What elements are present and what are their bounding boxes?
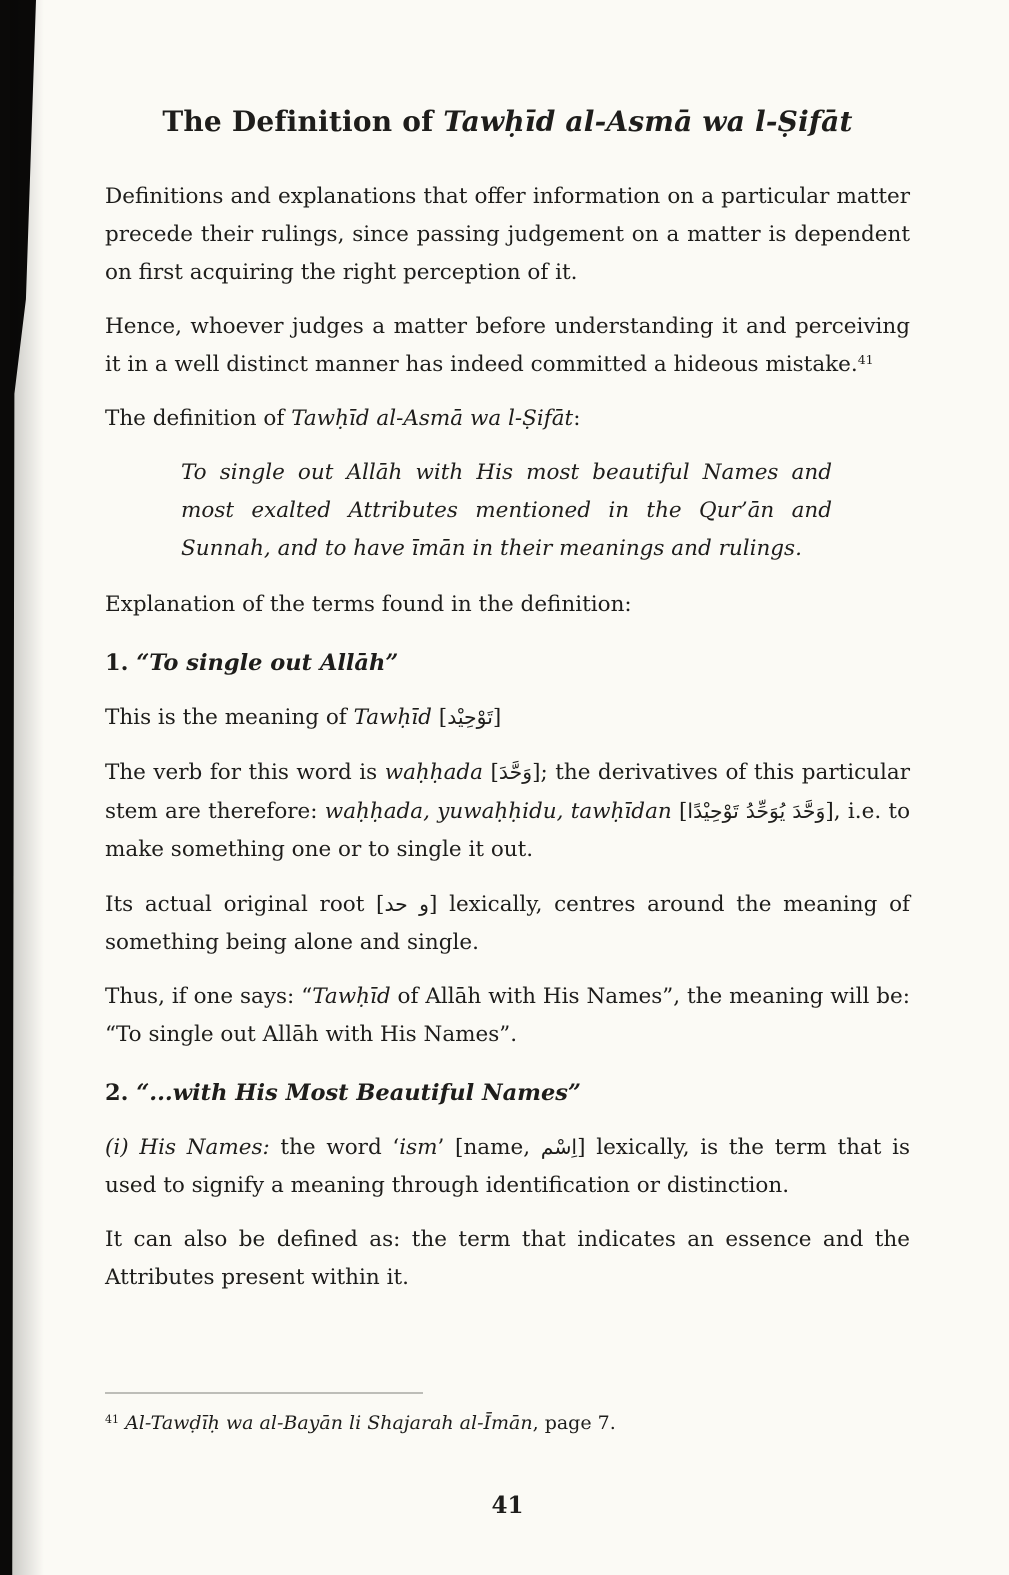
paragraph-verb-wahhada: The verb for this word is waḥḥada [وَحَّدَ]; the derivatives of this particular stem are therefore: waḥḥada, yuwaḥḥidu, tawḥīdan [وَحَّدَ يُوَحِّدُ تَوْحِيْدًا], i.e. to make something one or to single it out.	[105, 760, 911, 862]
paragraph-explanation-lead: Explanation of the terms found in the definition:	[105, 592, 632, 617]
footnote-separator-rule	[105, 1392, 423, 1394]
paragraph-thus-if-one-says: Thus, if one says: “Tawḥīd of Allāh with His Names”, the meaning will be: “To single out Allāh with His Names”.	[105, 984, 910, 1047]
paragraph-definition-lead: The definition of Tawḥīd al-Asmā wa l-Ṣifāt:	[105, 406, 581, 431]
paragraph-original-root: Its actual original root [و حد] lexically, centres around the meaning of something being alone and single.	[105, 892, 911, 955]
footnote-area	[105, 1392, 910, 1438]
heading-to-single-out-allah: 1. “To single out Allāh”	[105, 650, 399, 676]
scan-gutter-shadow	[0, 0, 36, 1575]
paragraph-meaning-of-tawhid: This is the meaning of Tawḥīd [تَوْحِيْد]	[105, 705, 502, 730]
page-number: 41	[491, 1492, 524, 1519]
paragraph-hence-judgement: Hence, whoever judges a matter before understanding it and perceiving it in a well distinct manner has indeed committed a hideous mistake.$^{41}$	[105, 314, 910, 377]
paragraph-definitions-intro: Definitions and explanations that offer information on a particular matter precede their rulings, since passing judgement on a matter is dependent on first acquiring the right perception of it.	[105, 184, 910, 285]
page-content	[105, 0, 910, 1313]
paragraph-essence-attributes: It can also be defined as: the term that indicates an essence and the Attributes present within it.	[105, 1227, 910, 1290]
heading-most-beautiful-names: 2. “...with His Most Beautiful Names”	[105, 1080, 581, 1106]
footnote-41: $^{41}$ Al-Tawḍīḥ wa al-Bayān li Shajarah al-Īmān, page 7.	[105, 1412, 616, 1434]
chapter-title: The Definition of Tawḥīd al-Asmā wa l-Ṣifāt	[162, 105, 853, 138]
definition-blockquote: To single out Allāh with His most beautiful Names and most exalted Attributes mentioned in the Qur’ān and Sunnah, and to have īmān in their meanings and rulings.	[181, 460, 832, 561]
paragraph-his-names-ism: (i) His Names: the word ‘ism’ [name, اِسْم] lexically, is the term that is used to signify a meaning through identification or distinction.	[105, 1135, 910, 1198]
